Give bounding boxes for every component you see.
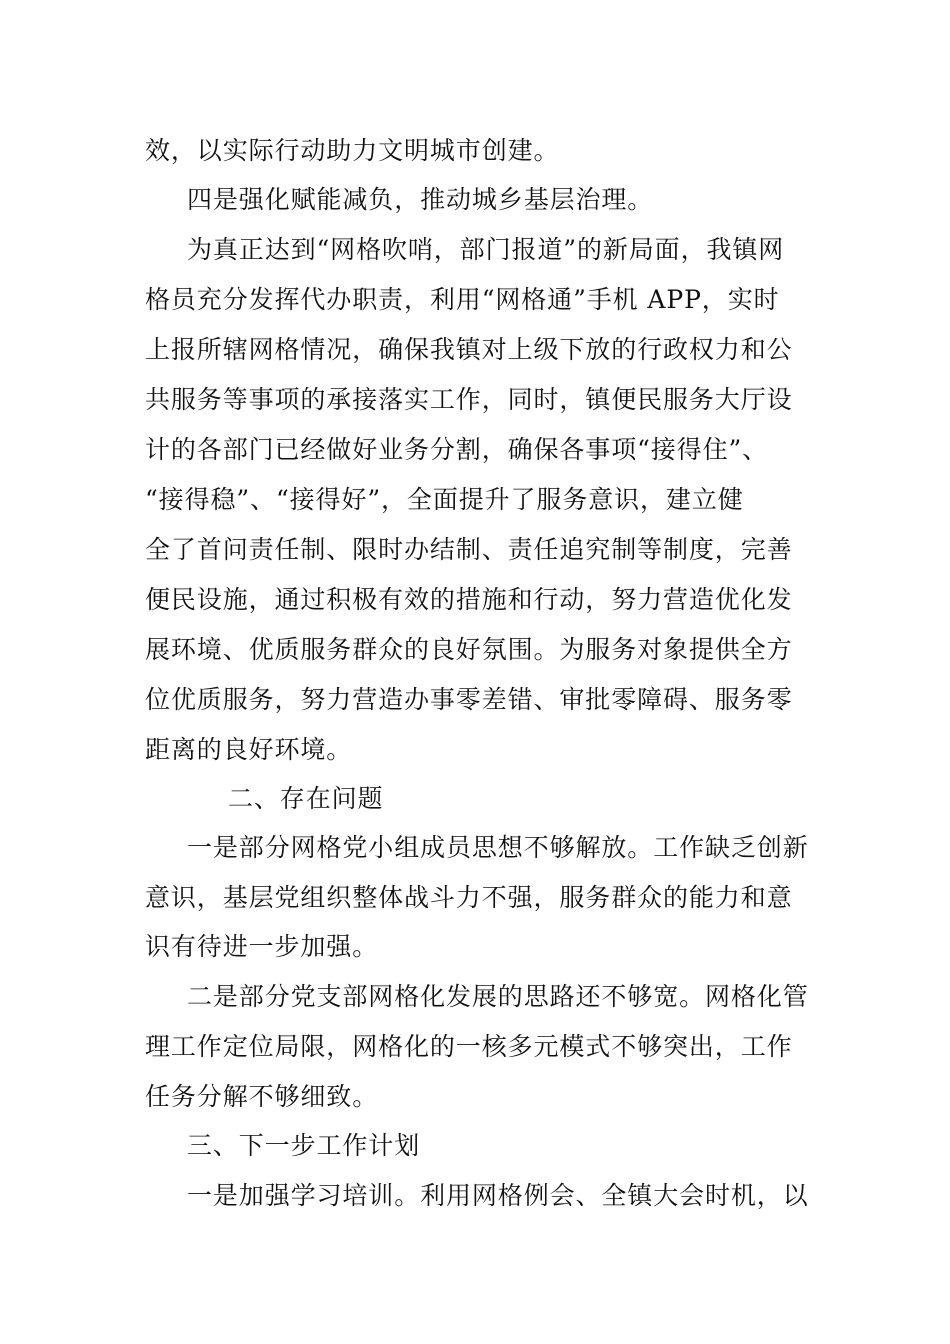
text-line: 效，以实际行动助力文明城市创建。 (145, 136, 560, 165)
section-heading-problems: 二、存在问题 (228, 784, 384, 813)
text-line: 二是部分党支部网格化发展的思路还不够宽。网格化管 (187, 982, 809, 1011)
text-line: 距离的良好环境。 (145, 735, 353, 764)
text-line: “接得稳”、“接得好”，全面提升了服务意识，建立健 (145, 485, 744, 514)
text-line: 一是加强学习培训。利用网格例会、全镇大会时机，以 (187, 1181, 809, 1210)
text-line: 便民设施，通过积极有效的措施和行动，努力营造优化发 (145, 585, 793, 614)
text-line: 理工作定位局限，网格化的一核多元模式不够突出，工作 (145, 1032, 793, 1061)
text-line: 格员充分发挥代办职责，利用“网格通”手机 APP，实时 (145, 285, 780, 314)
paragraph-heading-four: 四是强化赋能减负，推动城乡基层治理。 (187, 185, 654, 214)
section-heading-next-steps: 三、下一步工作计划 (187, 1131, 421, 1160)
text-line: 为真正达到“网格吹哨，部门报道”的新局面，我镇网 (187, 235, 785, 264)
text-line: 意识，基层党组织整体战斗力不强，服务群众的能力和意 (145, 883, 793, 912)
text-line: 展环境、优质服务群众的良好氛围。为服务对象提供全方 (145, 635, 793, 664)
text-line: 共服务等事项的承接落实工作，同时，镇便民服务大厅设 (145, 385, 793, 414)
text-line: 全了首问责任制、限时办结制、责任追究制等制度，完善 (145, 535, 793, 564)
text-line: 识有待进一步加强。 (145, 932, 379, 961)
text-line: 位优质服务，努力营造办事零差错、审批零障碍、服务零 (145, 685, 793, 714)
text-line: 任务分解不够细致。 (145, 1082, 379, 1111)
text-line: 计的各部门已经做好业务分割，确保各事项“接得住”、 (145, 435, 769, 464)
text-line: 上报所辖网格情况，确保我镇对上级下放的行政权力和公 (145, 335, 793, 364)
text-line: 一是部分网格党小组成员思想不够解放。工作缺乏创新 (187, 833, 809, 862)
